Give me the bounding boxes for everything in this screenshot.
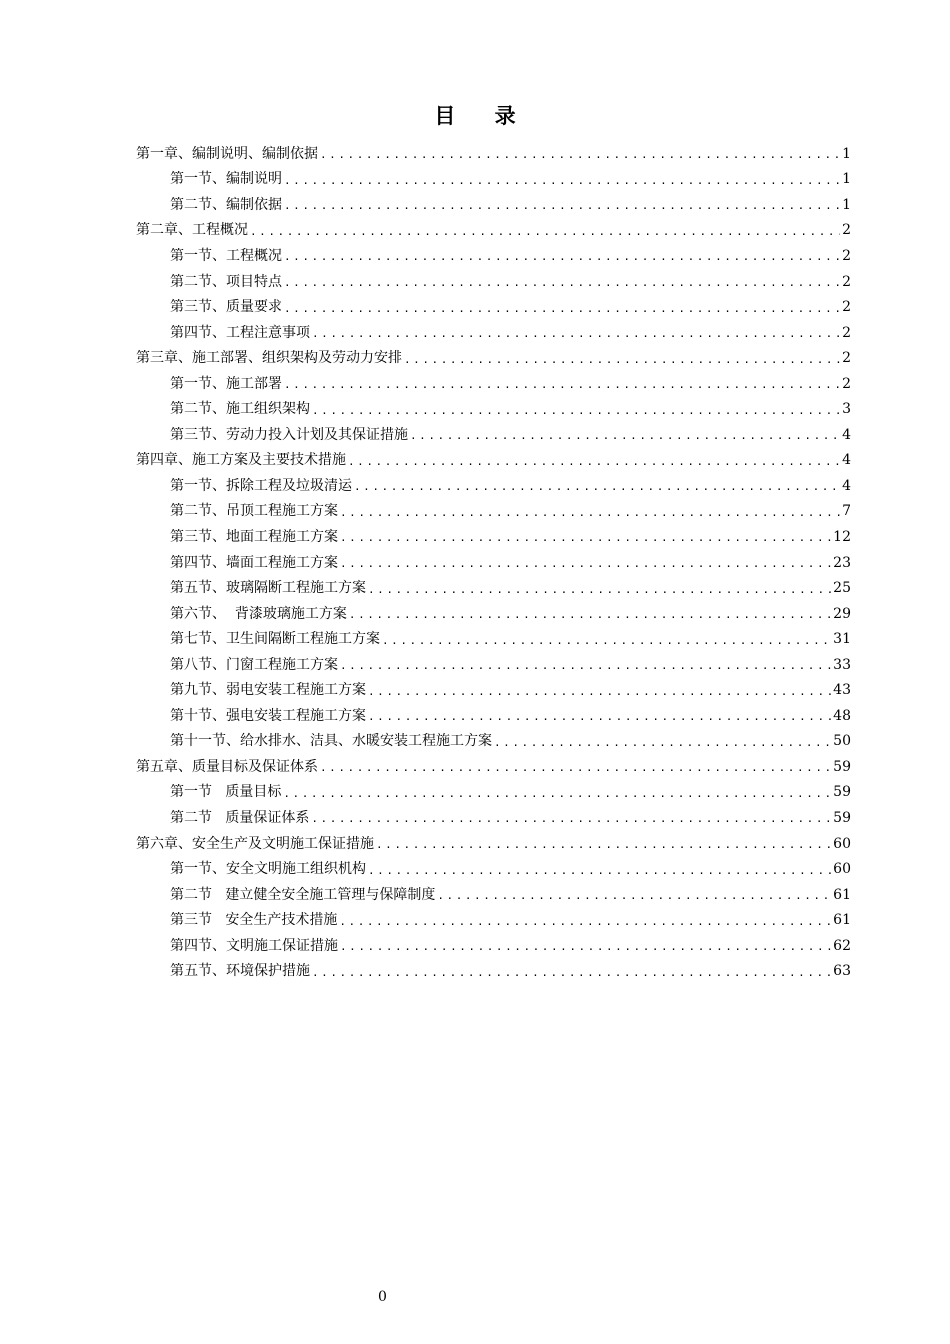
- toc-dot-leader: [340, 660, 831, 671]
- toc-dot-leader: [312, 967, 831, 978]
- toc-dot-leader: [340, 507, 840, 518]
- toc-section-entry[interactable]: [136, 243, 851, 269]
- toc-entry-page-number: 2: [842, 375, 851, 392]
- toc-entry-page-number: 2: [842, 350, 851, 367]
- toc-entry-label: 第四章、施工方案及主要技术措施: [136, 452, 346, 469]
- toc-entry-page-number: 31: [833, 631, 851, 648]
- toc-section-entry[interactable]: [136, 371, 851, 397]
- toc-entry-label: 第五节、玻璃隔断工程施工方案: [170, 580, 366, 597]
- toc-section-entry[interactable]: [136, 805, 851, 831]
- toc-entry-label: 第六章、安全生产及文明施工保证措施: [136, 835, 374, 852]
- toc-dot-leader: [354, 481, 840, 492]
- toc-entry-page-number: 12: [833, 528, 851, 545]
- toc-section-entry[interactable]: [136, 907, 851, 933]
- toc-entry-label: 第八节、门窗工程施工方案: [170, 656, 338, 673]
- toc-dot-leader: [368, 686, 831, 697]
- toc-dot-leader: [284, 277, 840, 288]
- toc-section-entry[interactable]: [136, 192, 851, 218]
- toc-chapter-entry[interactable]: [136, 831, 851, 857]
- toc-section-entry[interactable]: [136, 294, 851, 320]
- toc-entry-label: 第十一节、给水排水、洁具、水暖安装工程施工方案: [170, 733, 492, 750]
- toc-dot-leader: [404, 354, 840, 365]
- toc-entry-page-number: 4: [842, 452, 851, 469]
- toc-entry-page-number: 2: [842, 299, 851, 316]
- toc-entry-page-number: 25: [833, 580, 851, 597]
- toc-entry-label: 第十节、强电安装工程施工方案: [170, 707, 366, 724]
- toc-entry-label: 第九节、弱电安装工程施工方案: [170, 682, 366, 699]
- toc-entry-label: 第一节、安全文明施工组织机构: [170, 861, 366, 878]
- toc-entry-label: 第二章、工程概况: [136, 222, 248, 239]
- toc-section-entry[interactable]: [136, 652, 851, 678]
- toc-dot-leader: [284, 251, 840, 262]
- toc-dot-leader: [283, 788, 831, 799]
- toc-section-entry[interactable]: [136, 167, 851, 193]
- toc-entry-label: 第一节、施工部署: [170, 375, 282, 392]
- toc-dot-leader: [494, 737, 831, 748]
- toc-section-entry[interactable]: [136, 550, 851, 576]
- toc-entry-page-number: 63: [833, 963, 851, 980]
- toc-entry-page-number: 3: [842, 401, 851, 418]
- toc-dot-leader: [340, 941, 831, 952]
- toc-entry-label: 第四节、墙面工程施工方案: [170, 554, 338, 571]
- toc-entry-page-number: 1: [842, 171, 851, 188]
- toc-section-entry[interactable]: [136, 396, 851, 422]
- toc-dot-leader: [284, 379, 840, 390]
- toc-entry-label: 第五章、质量目标及保证体系: [136, 758, 318, 775]
- toc-section-entry[interactable]: [136, 473, 851, 499]
- toc-dot-leader: [312, 328, 840, 339]
- toc-chapter-entry[interactable]: [136, 754, 851, 780]
- page-number: 0: [378, 1289, 387, 1305]
- toc-section-entry[interactable]: [136, 703, 851, 729]
- toc-section-entry[interactable]: [136, 933, 851, 959]
- toc-dot-leader: [312, 405, 840, 416]
- toc-entry-label: 第七节、卫生间隔断工程施工方案: [170, 631, 380, 648]
- toc-section-entry[interactable]: [136, 524, 851, 550]
- toc-dot-leader: [284, 200, 840, 211]
- toc-entry-label: 第三节 安全生产技术措施: [170, 912, 338, 929]
- toc-section-entry[interactable]: [136, 856, 851, 882]
- toc-entry-label: 第二节 建立健全安全施工管理与保障制度: [170, 886, 436, 903]
- toc-entry-label: 第六节、 背漆玻璃施工方案: [170, 605, 347, 622]
- toc-entry-page-number: 60: [833, 861, 851, 878]
- toc-entry-page-number: 4: [842, 477, 851, 494]
- toc-entry-page-number: 2: [842, 324, 851, 341]
- toc-section-entry[interactable]: [136, 729, 851, 755]
- toc-entry-label: 第二节、编制依据: [170, 196, 282, 213]
- toc-dot-leader: [284, 303, 840, 314]
- toc-section-entry[interactable]: [136, 575, 851, 601]
- table-of-contents: [136, 141, 851, 984]
- toc-chapter-entry[interactable]: [136, 141, 851, 167]
- toc-entry-label: 第五节、环境保护措施: [170, 963, 310, 980]
- toc-section-entry[interactable]: [136, 422, 851, 448]
- toc-entry-page-number: 29: [833, 605, 851, 622]
- toc-dot-leader: [340, 532, 831, 543]
- toc-dot-leader: [311, 813, 831, 824]
- toc-dot-leader: [250, 226, 840, 237]
- toc-entry-page-number: 61: [833, 886, 851, 903]
- toc-dot-leader: [349, 609, 831, 620]
- toc-chapter-entry[interactable]: [136, 345, 851, 371]
- toc-chapter-entry[interactable]: [136, 218, 851, 244]
- toc-entry-label: 第三章、施工部署、组织架构及劳动力安排: [136, 350, 402, 367]
- toc-chapter-entry[interactable]: [136, 448, 851, 474]
- toc-section-entry[interactable]: [136, 601, 851, 627]
- toc-entry-page-number: 2: [842, 247, 851, 264]
- toc-entry-page-number: 59: [833, 809, 851, 826]
- toc-entry-page-number: 2: [842, 273, 851, 290]
- toc-entry-page-number: 33: [833, 656, 851, 673]
- toc-entry-page-number: 60: [833, 835, 851, 852]
- toc-entry-label: 第三节、劳动力投入计划及其保证措施: [170, 426, 408, 443]
- toc-dot-leader: [320, 762, 831, 773]
- toc-entry-page-number: 1: [842, 196, 851, 213]
- toc-dot-leader: [368, 865, 831, 876]
- toc-dot-leader: [340, 558, 831, 569]
- toc-entry-label: 第一节、拆除工程及垃圾清运: [170, 477, 352, 494]
- toc-dot-leader: [410, 430, 840, 441]
- toc-section-entry[interactable]: [136, 780, 851, 806]
- toc-entry-label: 第一节 质量目标: [170, 784, 282, 801]
- toc-section-entry[interactable]: [136, 959, 851, 985]
- toc-entry-page-number: 59: [833, 758, 851, 775]
- toc-section-entry[interactable]: [136, 320, 851, 346]
- toc-entry-page-number: 50: [833, 733, 851, 750]
- toc-title: 目 录: [434, 103, 532, 128]
- toc-entry-label: 第二节、吊顶工程施工方案: [170, 503, 338, 520]
- toc-dot-leader: [437, 890, 831, 901]
- toc-dot-leader: [376, 839, 831, 850]
- toc-dot-leader: [368, 584, 831, 595]
- toc-entry-label: 第四节、文明施工保证措施: [170, 937, 338, 954]
- toc-entry-label: 第二节、施工组织架构: [170, 401, 310, 418]
- toc-entry-page-number: 7: [842, 503, 851, 520]
- toc-entry-label: 第一章、编制说明、编制依据: [136, 145, 318, 162]
- toc-entry-label: 第二节 质量保证体系: [170, 809, 310, 826]
- toc-entry-label: 第三节、地面工程施工方案: [170, 528, 338, 545]
- toc-dot-leader: [284, 175, 840, 186]
- toc-section-entry[interactable]: [136, 626, 851, 652]
- toc-entry-page-number: 1: [842, 145, 851, 162]
- toc-entry-page-number: 4: [842, 426, 851, 443]
- toc-entry-page-number: 2: [842, 222, 851, 239]
- toc-entry-page-number: 48: [833, 707, 851, 724]
- toc-entry-label: 第二节、项目特点: [170, 273, 282, 290]
- toc-entry-label: 第一节、工程概况: [170, 247, 282, 264]
- toc-entry-page-number: 43: [833, 682, 851, 699]
- toc-section-entry[interactable]: [136, 677, 851, 703]
- toc-entry-page-number: 23: [833, 554, 851, 571]
- toc-dot-leader: [368, 711, 831, 722]
- toc-entry-page-number: 61: [833, 912, 851, 929]
- toc-section-entry[interactable]: [136, 499, 851, 525]
- toc-section-entry[interactable]: [136, 882, 851, 908]
- toc-entry-page-number: 62: [833, 937, 851, 954]
- toc-entry-label: 第一节、编制说明: [170, 171, 282, 188]
- toc-entry-page-number: 59: [833, 784, 851, 801]
- toc-dot-leader: [382, 635, 831, 646]
- toc-section-entry[interactable]: [136, 269, 851, 295]
- toc-entry-label: 第四节、工程注意事项: [170, 324, 310, 341]
- toc-dot-leader: [320, 149, 840, 160]
- toc-entry-label: 第三节、质量要求: [170, 299, 282, 316]
- toc-dot-leader: [348, 456, 840, 467]
- toc-dot-leader: [339, 916, 831, 927]
